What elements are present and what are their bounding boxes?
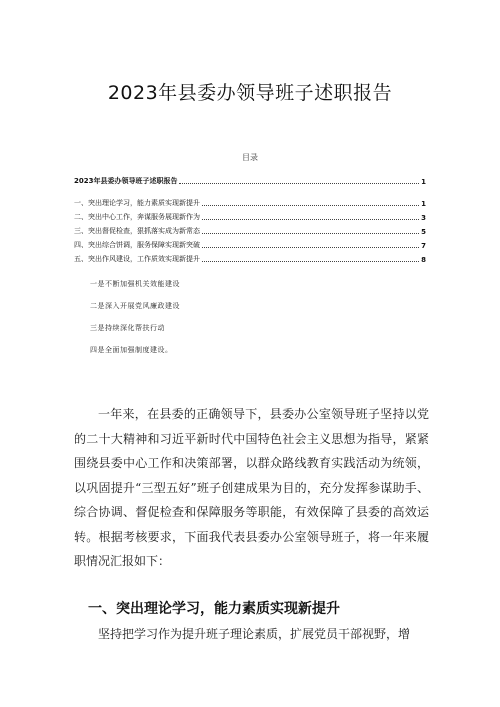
toc-entry[interactable] [74, 208, 426, 222]
intro-paragraph: 一年来，在县委的正确领导下，县委办公室领导班子坚持以党的二十大精神和习近平新时代中国特色社会主义思想为指导，紧紧围绕县委中心工作和决策部署，以群众路线教育实践活动为统领，以巩固提升“三型五好”班子创建成果为目的，充分发挥参谋助手、综合协调、督促检查和保障服务等职能，有效保障了县委的高效运转。根据考核要求，下面我代表县委办公室领导班子，将一年来履职情况汇报如下： [74, 407, 429, 568]
toc-entry[interactable] [74, 236, 426, 250]
toc-leader-dots [202, 233, 419, 234]
toc-entry-text: 二、突出中心工作，奔谋服务展现新作为 [74, 213, 200, 221]
toc-entry-text: 2023年县委办领导班子述职报告 [74, 177, 178, 185]
toc-entry[interactable] [74, 222, 426, 236]
toc-leader-dots [202, 219, 419, 220]
toc-entry[interactable] [74, 250, 426, 264]
section-heading: 一、突出理论学习，能力素质实现新提升 [88, 601, 340, 617]
toc-leader-dots [202, 261, 419, 262]
toc-entry-page: 1 [421, 178, 426, 186]
toc-sub-item[interactable]: 三是持续深化帮扶行动 [90, 324, 165, 332]
toc-entry[interactable] [74, 172, 426, 186]
toc-entry-page: 3 [421, 214, 426, 222]
toc-leader-dots [179, 183, 419, 184]
toc-heading: 目录 [242, 153, 258, 162]
toc-leader-dots [202, 247, 419, 248]
toc-entry-text: 四、突出综合饼调，服务保障实现新突破 [74, 241, 200, 249]
section-paragraph: 坚持把学习作为提升班子理论素质，扩展党员干部视野，增 [98, 627, 411, 641]
toc-entry-page: 1 [421, 200, 426, 208]
toc-entry-text: 三、突出督促检查，狠抓落实成为新常态 [74, 227, 200, 235]
toc-entry-text: 五、突出作风建设，工作质效实现新提升 [74, 255, 200, 263]
toc-entry-page: 7 [421, 242, 426, 250]
toc-sub-item[interactable]: 二是深入开展党风廉政建设 [90, 302, 180, 310]
toc-leader-dots [202, 205, 419, 206]
document-title: 2023年县委办领导班子述职报告 [107, 82, 393, 104]
table-of-contents [74, 172, 426, 264]
toc-entry-text: 一、突出理论学习，能力素质实现新提升 [74, 199, 200, 207]
toc-entry-page: 5 [421, 228, 426, 236]
toc-entry[interactable] [74, 194, 426, 208]
toc-sub-item[interactable]: 一是不断加强机关效能建设 [90, 280, 180, 288]
toc-sub-item[interactable]: 四是全面加强制度建设。 [90, 346, 173, 354]
toc-entry-page: 8 [421, 256, 426, 264]
toc-sub-list [90, 279, 180, 367]
